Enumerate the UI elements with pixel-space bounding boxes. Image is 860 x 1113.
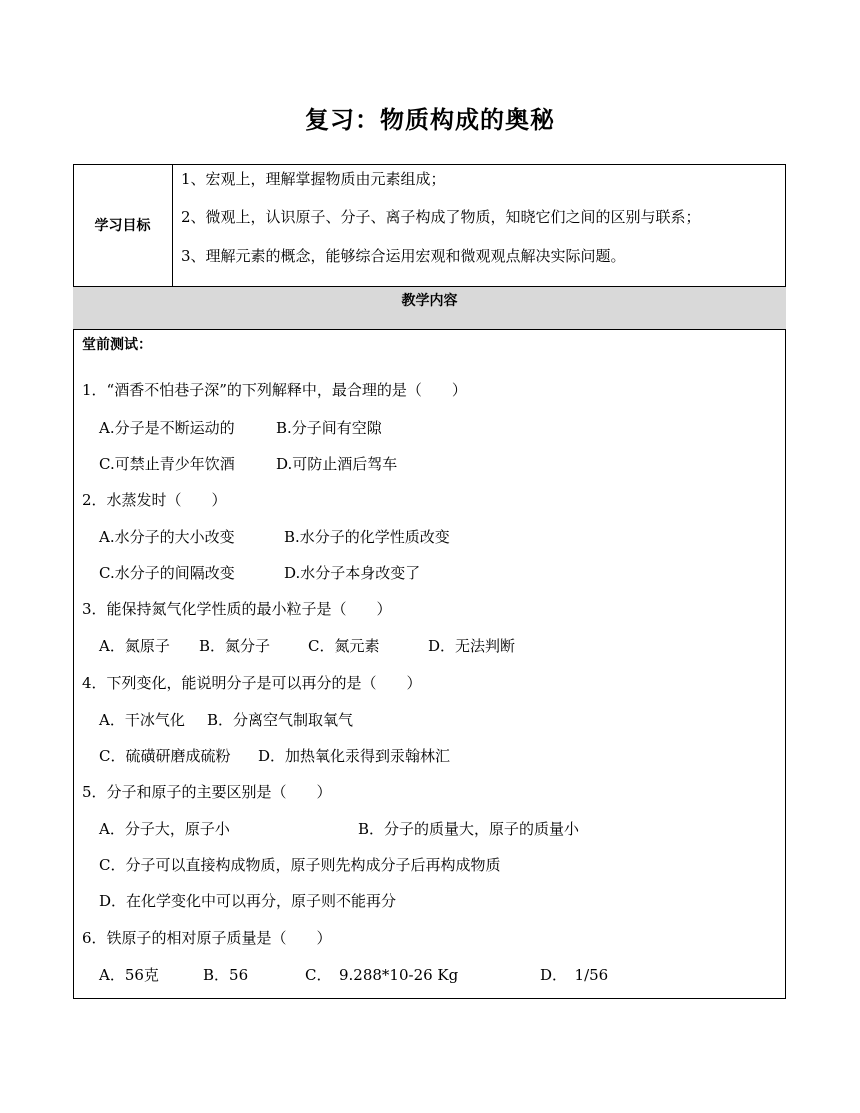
- q1-option-d: D.可防止酒后驾车: [276, 455, 398, 473]
- q4-option-d: D．加热氧化汞得到汞翰林汇: [258, 747, 451, 765]
- question-2: 2．水蒸发时（ ）: [82, 491, 227, 509]
- q6-option-a: A．56克: [99, 966, 159, 984]
- q3-option-d: D．无法判断: [428, 637, 516, 655]
- section-header: 教学内容: [73, 286, 786, 330]
- pretest-label: 堂前测试：: [82, 337, 152, 353]
- q1-option-b: B.分子间有空隙: [276, 419, 382, 437]
- question-6: 6．铁原子的相对原子质量是（ ）: [82, 929, 332, 947]
- q6-option-b: B．56: [203, 966, 249, 984]
- document-title: 复习：物质构成的奥秘: [305, 106, 555, 134]
- question-3: 3．能保持氮气化学性质的最小粒子是（ ）: [82, 600, 392, 618]
- q6-option-c: C． 9.288*10-26 Kg: [305, 966, 459, 984]
- q4-option-b: B．分离空气制取氧气: [207, 711, 354, 729]
- q4-option-a: A．干冰气化: [99, 711, 185, 729]
- goal-1: 1、宏观上，理解掌握物质由元素组成；: [181, 170, 446, 188]
- goals-label: 学习目标: [73, 164, 173, 286]
- q2-option-c: C.水分子的间隔改变: [99, 564, 235, 582]
- question-4: 4．下列变化，能说明分子是可以再分的是（ ）: [82, 674, 422, 692]
- q3-option-b: B．氮分子: [199, 637, 271, 655]
- q3-option-c: C．氮元素: [308, 637, 380, 655]
- q5-option-c: C．分子可以直接构成物质，原子则先构成分子后再构成物质: [99, 856, 501, 874]
- q6-option-d: D． 1/56: [540, 966, 609, 984]
- q2-option-a: A.水分子的大小改变: [99, 528, 235, 546]
- q5-option-d: D．在化学变化中可以再分，原子则不能再分: [99, 892, 397, 910]
- q1-option-c: C.可禁止青少年饮酒: [99, 455, 235, 473]
- goal-3: 3、理解元素的概念，能够综合运用宏观和微观观点解决实际问题。: [181, 247, 626, 265]
- q3-option-a: A．氮原子: [99, 637, 170, 655]
- question-5: 5．分子和原子的主要区别是（ ）: [82, 783, 332, 801]
- goal-2: 2、微观上，认识原子、分子、离子构成了物质，知晓它们之间的区别与联系；: [181, 208, 701, 226]
- q5-option-a: A．分子大，原子小: [99, 820, 230, 838]
- q2-option-d: D.水分子本身改变了: [284, 564, 421, 582]
- question-1: 1．“酒香不怕巷子深”的下列解释中，最合理的是（ ）: [82, 381, 467, 399]
- q2-option-b: B.水分子的化学性质改变: [284, 528, 450, 546]
- q4-option-c: C．硫磺研磨成硫粉: [99, 747, 231, 765]
- q5-option-b: B．分子的质量大，原子的质量小: [358, 820, 580, 838]
- q1-option-a: A.分子是不断运动的: [99, 419, 235, 437]
